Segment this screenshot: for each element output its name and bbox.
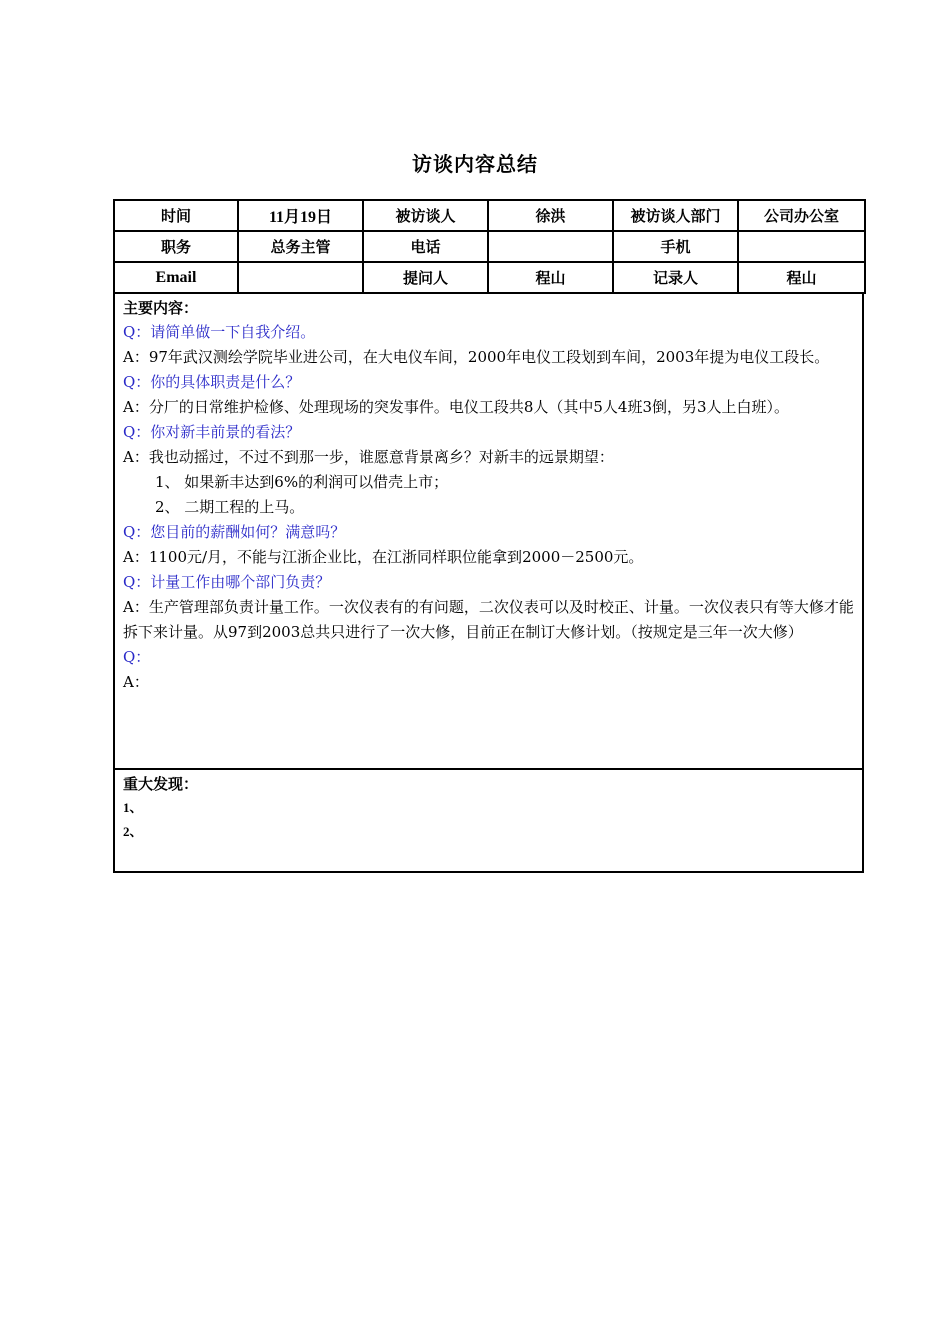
answer-list-item: 1、 如果新丰达到6%的利润可以借壳上市；: [155, 473, 449, 491]
interview-info-table: [113, 199, 866, 294]
question-line: Q：计量工作由哪个部门负责？: [123, 573, 331, 591]
answer-list-item: 2、 二期工程的上马。: [155, 498, 305, 516]
info-row: [114, 262, 865, 293]
document-title: 访谈内容总结: [412, 152, 538, 176]
time-value: 11月19日: [238, 200, 363, 231]
info-row: [114, 231, 865, 262]
finding-item: 2、: [123, 824, 143, 839]
mobile-value: [738, 231, 865, 262]
email-value: [238, 262, 363, 293]
email-label: Email: [114, 262, 238, 293]
interviewee-label: 被访谈人: [363, 200, 488, 231]
phone-label: 电话: [363, 231, 488, 262]
recorder-value: 程山: [738, 262, 865, 293]
interviewee-value: 徐洪: [488, 200, 613, 231]
question-line: Q：: [123, 648, 151, 666]
time-label: 时间: [114, 200, 238, 231]
answer-line: A：生产管理部负责计量工作。一次仪表有的有问题，二次仪表可以及时校正、计量。一次仪表只有等大修才能拆下来计量。从97到2003总共只进行了一次大修，目前正在制订大修计划。（按规定是三年一次大修）: [123, 598, 854, 641]
position-value: 总务主管: [238, 231, 363, 262]
question-line: Q：请简单做一下自我介绍。: [123, 323, 316, 341]
questioner-label: 提问人: [363, 262, 488, 293]
interview-form: [113, 199, 864, 873]
question-line: Q：你对新丰前景的看法？: [123, 423, 301, 441]
interviewee-dept-label: 被访谈人部门: [613, 200, 738, 231]
question-line: Q：您目前的薪酬如何？满意吗？: [123, 523, 346, 541]
question-line: Q：你的具体职责是什么？: [123, 373, 301, 391]
answer-line: A：1100元/月，不能与江浙企业比，在江浙同样职位能拿到2000－2500元。: [123, 548, 644, 566]
answer-line: A：分厂的日常维护检修、处理现场的突发事件。电仪工段共8人（其中5人4班3倒，另3人上白班）。: [123, 398, 790, 416]
position-label: 职务: [114, 231, 238, 262]
phone-value: [488, 231, 613, 262]
answer-line: A：97年武汉测绘学院毕业进公司，在大电仪车间，2000年电仪工段划到车间，2003年提为电仪工段长。: [123, 348, 830, 366]
main-content-label: 主要内容：: [123, 299, 199, 317]
major-findings-section: [113, 770, 864, 873]
info-row: [114, 200, 865, 231]
major-findings-label: 重大发现：: [123, 775, 199, 793]
answer-line: A：: [123, 673, 149, 691]
interviewee-dept-value: 公司办公室: [738, 200, 865, 231]
finding-item: 1、: [123, 800, 143, 815]
answer-line: A：我也动摇过，不过不到那一步，谁愿意背景离乡？对新丰的远景期望：: [123, 448, 614, 466]
questioner-value: 程山: [488, 262, 613, 293]
mobile-label: 手机: [613, 231, 738, 262]
recorder-label: 记录人: [613, 262, 738, 293]
main-content-section: [113, 294, 864, 770]
